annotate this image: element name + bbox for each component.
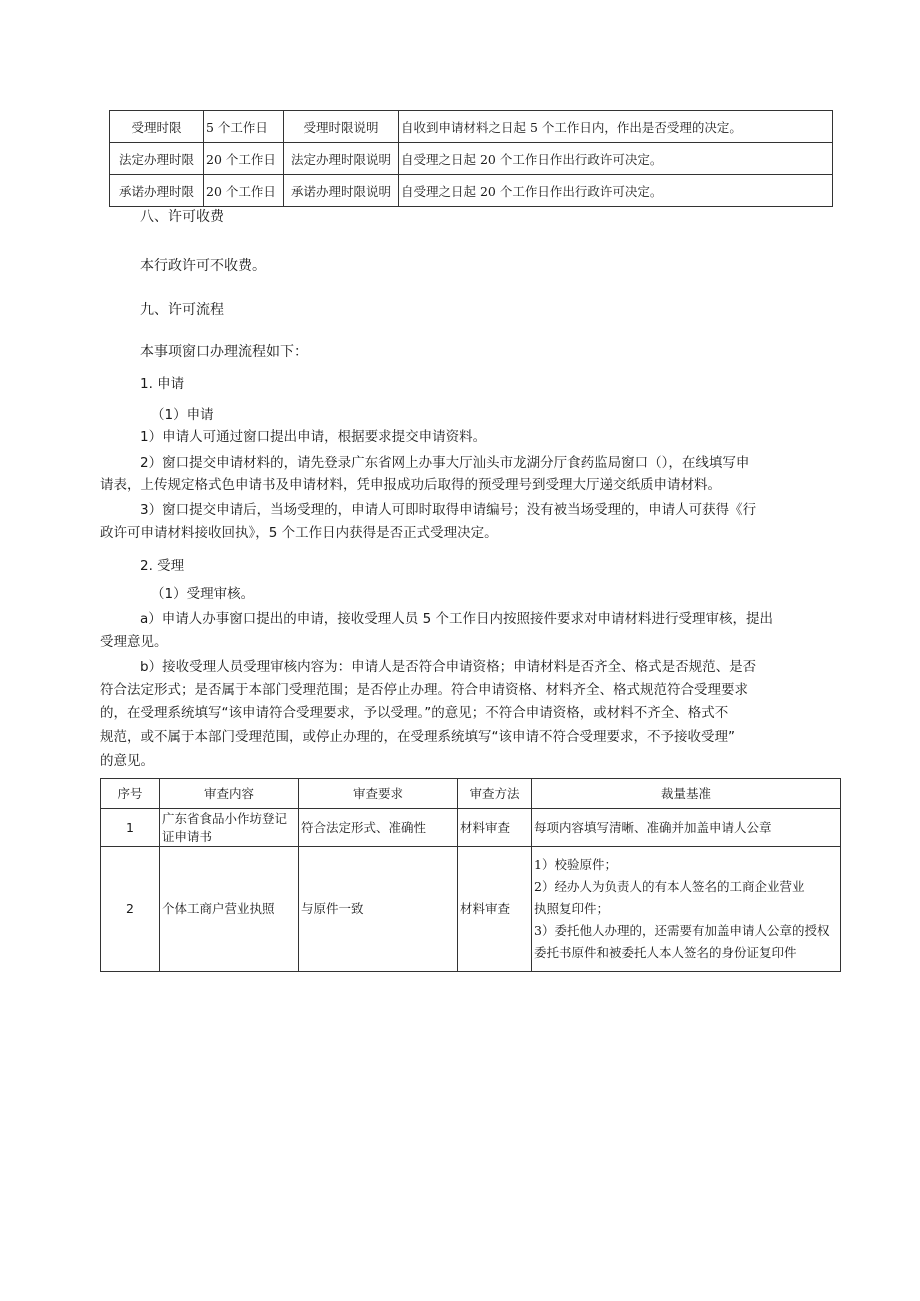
time-value: 20 个工作日	[204, 175, 284, 207]
time-label: 法定办理时限	[110, 143, 204, 175]
time-desc: 自收到申请材料之日起 5 个工作日内，作出是否受理的决定。	[399, 111, 833, 143]
review-basis: 每项内容填写清晰、准确并加盖申请人公章	[532, 809, 841, 847]
table-row	[101, 809, 841, 847]
review-basis	[532, 847, 841, 972]
time-value: 20 个工作日	[204, 143, 284, 175]
step2-b-line1: b）接收受理人员受理审核内容为：申请人是否符合申请资格；申请材料是否齐全、格式是否规范、是否	[140, 659, 757, 675]
section8-heading: 八、许可收费	[140, 209, 224, 225]
review-content-line: 证申请书	[162, 828, 213, 844]
row-number: 1	[101, 809, 160, 847]
time-value: 5 个工作日	[204, 111, 284, 143]
header-cell: 审查内容	[160, 779, 299, 809]
step2-a-line1: a）申请人办事窗口提出的申请，接收受理人员 5 个工作日内按照接件要求对申请材料进行受理审核，提出	[140, 611, 773, 627]
section8-body: 本行政许可不收费。	[140, 258, 266, 274]
basis-line: 委托书原件和被委托人本人签名的身份证复印件	[534, 945, 797, 960]
step1-sub: （1）申请	[151, 407, 214, 423]
review-content-line: 广东省食品小作坊登记	[162, 810, 288, 826]
row-number: 2	[101, 847, 160, 972]
time-label: 承诺办理时限	[110, 175, 204, 207]
table-row	[110, 143, 833, 175]
basis-line: 2）经办人为负责人的有本人签名的工商企业营业	[534, 879, 805, 894]
step2-sub: （1）受理审核。	[151, 586, 255, 602]
review-requirement: 符合法定形式、准确性	[299, 809, 458, 847]
table-header-row	[101, 779, 841, 809]
review-requirement: 与原件一致	[299, 847, 458, 972]
header-cell: 审查方法	[458, 779, 532, 809]
step2-b-line5: 的意见。	[100, 753, 154, 769]
step1-item3-line2: 政许可申请材料接收回执》，5 个工作日内获得是否正式受理决定。	[100, 525, 498, 541]
section9-intro: 本事项窗口办理流程如下：	[140, 344, 308, 360]
step1-item1: 1）申请人可通过窗口提出申请，根据要求提交申请资料。	[140, 429, 487, 445]
time-desc-label: 法定办理时限说明	[284, 143, 399, 175]
basis-line: 1）校验原件；	[534, 857, 617, 872]
step2-b-line3: 的，在受理系统填写“该申请符合受理要求，予以受理。”的意见；不符合申请资格，或材料不齐全、格式不	[100, 705, 729, 721]
review-content: 个体工商户营业执照	[160, 847, 299, 972]
time-desc-label: 承诺办理时限说明	[284, 175, 399, 207]
basis-line: 3）委托他人办理的，还需要有加盖申请人公章的授权	[534, 923, 830, 938]
table-row	[110, 175, 833, 207]
step2-b-line2: 符合法定形式；是否属于本部门受理范围；是否停止办理。符合申请资格、材料齐全、格式规范符合受理要求	[100, 682, 748, 698]
step2-a-line2: 受理意见。	[100, 634, 168, 650]
time-label: 受理时限	[110, 111, 204, 143]
table-row	[110, 111, 833, 143]
review-content	[160, 809, 299, 847]
step1-item2-line1: 2）窗口提交申请材料的，请先登录广东省网上办事大厅汕头市龙湖分厅食药监局窗口（），在线填写申	[140, 455, 750, 471]
header-cell: 裁量基准	[532, 779, 841, 809]
step1-item3-line1: 3）窗口提交申请后，当场受理的，申请人可即时取得申请编号；没有被当场受理的，申请人可获得《行	[140, 502, 757, 518]
basis-line: 执照复印件；	[534, 901, 610, 916]
header-cell: 序号	[101, 779, 160, 809]
table-row	[101, 847, 841, 972]
header-cell: 审查要求	[299, 779, 458, 809]
review-table	[100, 778, 841, 972]
step1-item2-line2: 请表，上传规定格式色申请书及申请材料，凭申报成功后取得的预受理号到受理大厅递交纸质申请材料。	[100, 477, 721, 493]
section9-heading: 九、许可流程	[140, 302, 224, 318]
time-limit-table	[109, 110, 833, 207]
step1-title: 1. 申请	[140, 376, 185, 392]
time-desc: 自受理之日起 20 个工作日作出行政许可决定。	[399, 143, 833, 175]
step2-title: 2. 受理	[140, 558, 185, 574]
time-desc-label: 受理时限说明	[284, 111, 399, 143]
time-desc: 自受理之日起 20 个工作日作出行政许可决定。	[399, 175, 833, 207]
step2-b-line4: 规范，或不属于本部门受理范围，或停止办理的，在受理系统填写“该申请不符合受理要求，不予接收受理”	[100, 729, 735, 745]
review-method: 材料审查	[458, 809, 532, 847]
review-method: 材料审查	[458, 847, 532, 972]
